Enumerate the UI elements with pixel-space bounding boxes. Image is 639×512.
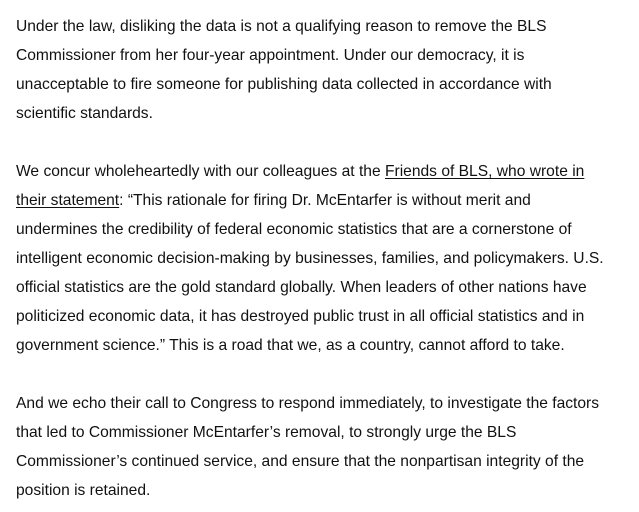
friends-of-bls-statement-link[interactable]: Friends of BLS, who wrote in <box>384 163 585 180</box>
paragraph-call-to-congress <box>16 389 628 505</box>
friends-of-bls-statement-link-continued[interactable]: their statement <box>16 192 120 209</box>
text-line: And we echo their call to Congress to respond immediately, to investigate the factors <box>16 395 600 412</box>
text-line: Commissioner from her four-year appointment. Under our democracy, it is <box>16 47 525 64</box>
text-line: government science.” This is a road that we, as a country, cannot afford to take. <box>16 337 565 354</box>
text-line <box>16 157 628 186</box>
text-fragment: : “This rationale for firing Dr. McEntarfer is without merit and <box>119 192 531 209</box>
text-line: Under the law, disliking the data is not a qualifying reason to remove the BLS <box>16 18 547 35</box>
text-line: Commissioner’s continued service, and ensure that the nonpartisan integrity of the <box>16 453 585 470</box>
text-line <box>16 186 628 215</box>
text-line: intelligent economic decision-making by businesses, families, and policymakers. U.S. <box>16 250 604 267</box>
text-fragment: We concur wholeheartedly with our colleagues at the <box>16 163 385 180</box>
text-line: scientific standards. <box>16 105 153 122</box>
paragraph-legal-reason <box>16 12 628 128</box>
text-line: position is retained. <box>16 482 151 499</box>
text-line: unacceptable to fire someone for publishing data collected in accordance with <box>16 76 552 93</box>
text-line: official statistics are the gold standard globally. When leaders of other nations have <box>16 279 587 296</box>
text-line: politicized economic data, it has destroyed public trust in all official statistics and in <box>16 308 585 325</box>
document-body <box>16 12 628 505</box>
text-line: undermines the credibility of federal economic statistics that are a cornerstone of <box>16 221 572 238</box>
text-line: that led to Commissioner McEntarfer’s removal, to strongly urge the BLS <box>16 424 517 441</box>
paragraph-friends-of-bls-quote <box>16 157 628 360</box>
